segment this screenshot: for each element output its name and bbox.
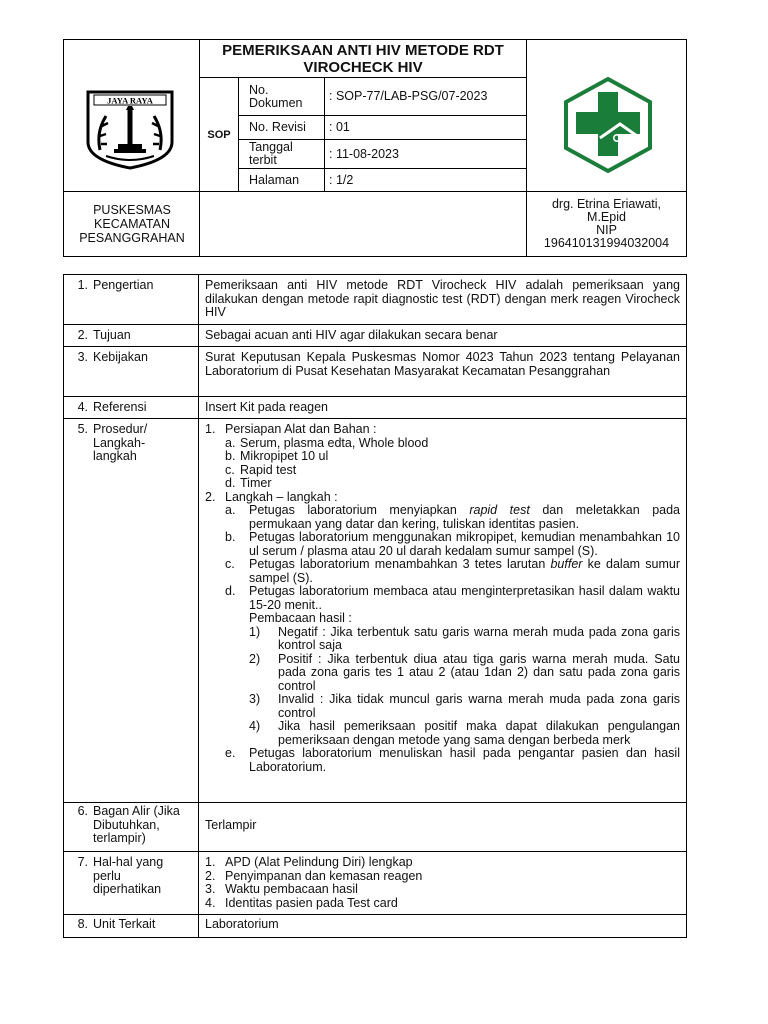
- signer-nip-label: NIP: [596, 223, 617, 237]
- step-langkah: 2. Langkah – langkah :: [205, 489, 338, 504]
- list-item: a. Petugas laboratorium menyiapkan rapid test dan meletakkan pada permukaan yang datar dan kering, tuliskan identitas pasien.: [225, 503, 680, 531]
- table-divider: [63, 914, 687, 915]
- meta-value-tanggal-terbit: : 11-08-2023: [329, 146, 399, 161]
- row-label-unit-terkait: 8. Unit Terkait: [77, 917, 156, 931]
- perhatian-list: [205, 856, 680, 910]
- list-item: e. Petugas laboratorium menuliskan hasil pada pengantar pasien dan hasil Laboratorium.: [225, 746, 680, 774]
- step-persiapan: 1. Persiapan Alat dan Bahan :: [205, 422, 377, 436]
- signer-title: M.Epid: [587, 210, 626, 224]
- meta-label-no-revisi: No. Revisi: [249, 120, 306, 134]
- referensi-text: Insert Kit pada reagen: [205, 400, 328, 414]
- list-item: b. Mikropipet 10 ul: [225, 449, 329, 463]
- unit-terkait-text: Laboratorium: [205, 917, 279, 931]
- list-item: c. Rapid test: [225, 462, 297, 477]
- signer-nip: 196410131994032004: [543, 236, 670, 250]
- row-label-pengertian: 1. Pengertian: [77, 278, 154, 292]
- list-item: 3) Invalid : Jika tidak muncul garis warna merah muda pada zona garis control: [249, 692, 680, 720]
- pembacaan-hasil-title: Pembacaan hasil :: [249, 611, 352, 625]
- row-label-hal-perhatian: 7. Hal-hal yang perlu diperhatikan: [77, 855, 164, 896]
- table-divider: [63, 396, 687, 397]
- list-item: 4) Jika hasil pemeriksaan positif maka dapat dilakukan pengulangan pemeriksaan dengan metode yang sama dengan berbeda merk: [249, 719, 680, 747]
- persiapan-list: [205, 437, 680, 491]
- list-item: b. Petugas laboratorium menggunakan mikropipet, kemudian menambahkan 10 ul serum / plasma atau 20 ul darah kedalam sumur sampel (S).: [225, 530, 680, 558]
- tujuan-text: Sebagai acuan anti HIV agar dilakukan secara benar: [205, 328, 498, 342]
- sop-label: SOP: [207, 128, 231, 141]
- jaya-raya-logo: [86, 86, 174, 170]
- prosedur-content: [205, 423, 680, 774]
- list-item: c. Petugas laboratorium menambahkan 3 tetes larutan buffer ke dalam sumur sampel (S).: [225, 557, 680, 585]
- meta-value-no-revisi: : 01: [329, 120, 350, 134]
- document-title: PEMERIKSAAN ANTI HIV METODE RDT VIROCHECK HIV: [222, 42, 504, 76]
- row-label-bagan-alir: 6. Bagan Alir (Jika Dibutuhkan, terlampir): [77, 804, 180, 845]
- row-label-tujuan: 2. Tujuan: [77, 328, 131, 342]
- list-item: 2) Positif : Jika terbentuk diua atau tiga garis warna merah muda. Satu pada zona garis tes 1 atau 2 (atau 1dan 2) dan satu pada zona garis control: [249, 651, 680, 693]
- meta-label-tanggal-terbit: Tanggal terbit: [249, 140, 293, 167]
- meta-label-no-dokumen: No. Dokumen: [249, 82, 303, 110]
- table-divider: [198, 274, 199, 938]
- table-divider: [63, 324, 687, 325]
- signer-name: drg. Etrina Eriawati,: [551, 197, 662, 211]
- meta-value-no-dokumen: : SOP-77/LAB-PSG/07-2023: [329, 89, 488, 103]
- meta-value-halaman: : 1/2: [329, 172, 354, 187]
- pengertian-text: Pemeriksaan anti HIV metode RDT Virocheck HIV adalah pemeriksaan yang dilakukan dengan metode rapit diagnostic test (RDT) dengan merk reagen Virocheck HIV: [205, 278, 680, 319]
- table-divider: [63, 802, 687, 803]
- list-item: 4. Identitas pasien pada Test card: [205, 895, 398, 910]
- signature-block: [527, 192, 686, 256]
- row-label-kebijakan: 3. Kebijakan: [77, 350, 148, 364]
- meta-label-halaman: Halaman: [249, 172, 300, 187]
- list-item: d. Petugas laboratorium membaca atau menginterpretasikan hasil dalam waktu 15-20 menit.. Pembacaan hasil : 1) Negatif : Jika terbentuk satu garis warna merah muda pada zona garis kontrol saja 2) Positif : Jika terbentuk diua atau tiga garis warna merah muda. Satu pada zona garis tes 1 atau 2 (atau 1dan 2) dan satu pada zona garis control 3) Invalid : Jika tidak muncul garis warna merah muda pada zona garis control 4) Jika hasil pemeriksaan positif maka dapat dilakukan pengulangan pemeriksaan dengan metode yang sama dengan berbeda merk: [225, 584, 680, 747]
- table-divider: [63, 418, 687, 419]
- row-label-referensi: 4. Referensi: [77, 400, 147, 414]
- bagan-alir-text: Terlampir: [205, 818, 257, 832]
- list-item: a. Serum, plasma edta, Whole blood: [225, 435, 429, 450]
- row-label-prosedur: 5. Prosedur/ Langkah- langkah: [77, 422, 148, 463]
- organization-name: PUSKESMAS KECAMATAN PESANGGRAHAN: [79, 203, 185, 245]
- langkah-list: [205, 504, 680, 774]
- list-item: d. Timer: [225, 476, 272, 490]
- logo-text: JAYA RAYA: [107, 95, 153, 106]
- table-divider: [63, 346, 687, 347]
- list-item: 2. Penyimpanan dan kemasan reagen: [205, 868, 423, 883]
- puskesmas-logo: [562, 76, 654, 174]
- table-divider: [63, 851, 687, 852]
- list-item: 3. Waktu pembacaan hasil: [205, 882, 358, 896]
- list-item: 1) Negatif : Jika terbentuk satu garis warna merah muda pada zona garis kontrol saja: [249, 624, 680, 652]
- list-item: 1. APD (Alat Pelindung Diri) lengkap: [205, 855, 413, 869]
- kebijakan-text: Surat Keputusan Kepala Puskesmas Nomor 4023 Tahun 2023 tentang Pelayanan Laboratorium di Pusat Kesehatan Masyarakat Kecamatan Pesanggrahan: [205, 350, 680, 378]
